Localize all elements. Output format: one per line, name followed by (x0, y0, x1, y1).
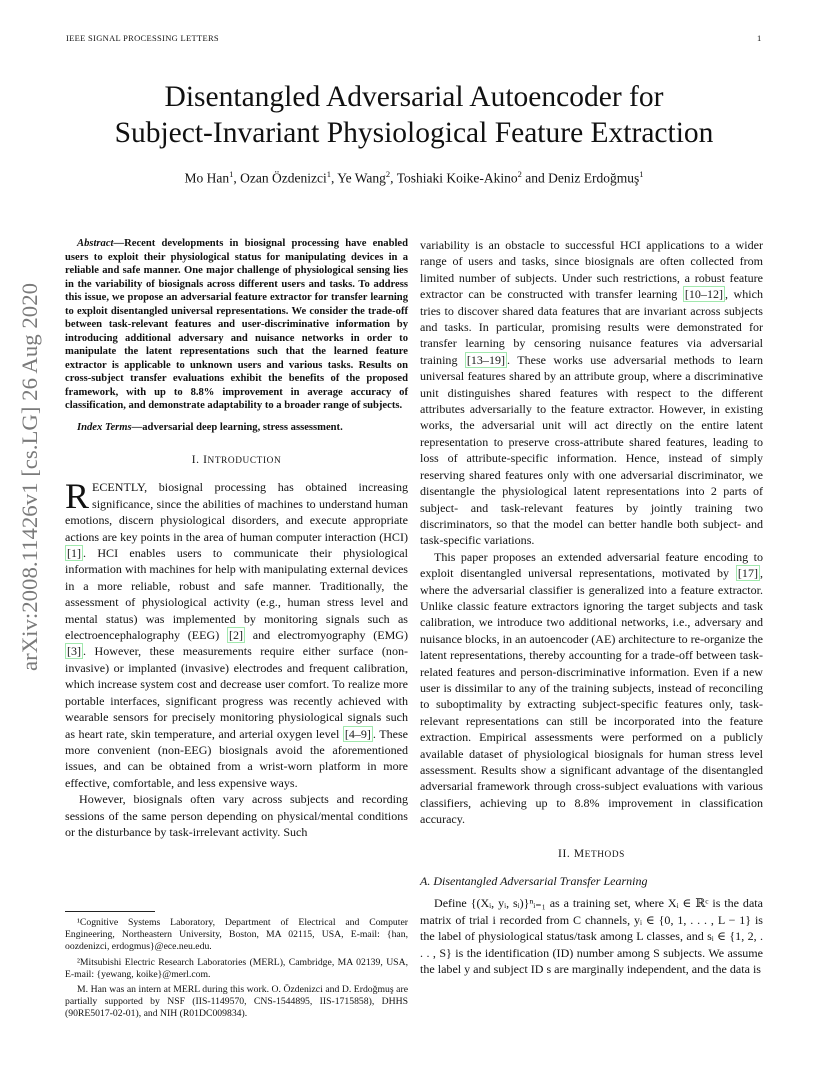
right-column (420, 237, 763, 977)
intro-paragraph-1 (65, 476, 409, 791)
section-title-rest: ETHODS (584, 849, 625, 860)
citation-link[interactable]: [4–9] (344, 726, 371, 741)
title-line-1: Disentangled Adversarial Autoencoder for (164, 81, 664, 113)
author-name: Ye Wang (337, 170, 386, 186)
footnote: M. Han was an intern at MERL during this work. O. Özdenizci and D. Erdoğmuş are partially supported by NSF (IIS-1149570, CNS-1544895, IIS-1715858), DHHS (90RE5017-02-01), and NIH (R01DC009834). (65, 984, 408, 1020)
author-list (0, 169, 828, 187)
left-column (65, 237, 408, 840)
author-name: Mo Han (184, 170, 230, 186)
arxiv-stamp[interactable] (17, 283, 42, 671)
footnotes (65, 911, 408, 1024)
index-terms-text: —adversarial deep learning, stress assessment. (131, 421, 343, 433)
paragraph-text: . These more convenient (non-EEG) biosignals avoid the aforementioned issues, and can be obtained from a wrist-worn platform in more effective, comfortable, and less expensive ways. (65, 726, 408, 790)
citation-link[interactable]: [2] (228, 628, 243, 643)
running-header: IEEE SIGNAL PROCESSING LETTERS (66, 33, 219, 43)
author-separator: , (233, 170, 241, 186)
citation-link[interactable]: [13–19] (466, 352, 506, 367)
index-terms (65, 421, 408, 435)
citation-link[interactable]: [1] (67, 546, 82, 561)
footnote: ²Mitsubishi Electric Research Laboratories (MERL), Cambridge, MA 02139, USA, E-mail: {yewang, koike}@merl.com. (65, 956, 408, 980)
section-initial: I (203, 454, 208, 466)
author-separator: , (330, 170, 338, 186)
author-affiliation: 1 (326, 169, 331, 179)
right-paragraph-1 (420, 237, 763, 549)
abstract-text: —Recent developments in biosignal processing have enabled users to exploit their physiological status for manipulating devices in a reliable and safe manner. One major challenge of physiological sensing lies in the variability of biosignals across different users and tasks. To address this issue, we propose an adversarial feature extractor for transfer learning to exploit disentangled universal representations. We consider the trade-off between task-relevant features and user-discriminative information by introducing additional adversary and nuisance networks in order to manipulate the latent representations such that the learned feature extractor is applicable to unknown users and various tasks. Results on cross-subject transfer evaluations exhibit the benefits of the proposed framework, with up to 8.8% improvement in average accuracy of classification, and demonstrate adaptability to a broader range of subjects. (65, 238, 408, 411)
paragraph-text: and electromyography (EMG) (245, 628, 409, 643)
paragraph-text: This paper proposes an extended adversarial feature encoding to exploit disentangled universal representations, motivated by (420, 549, 763, 581)
paragraph-text: variability is an obstacle to successful HCI applications to a wider range of users and tasks, since biosignals are often collected from limited number of subjects. Under such restrictions, a robust feature extractor can be constructed with transfer learning (420, 238, 763, 302)
intro-paragraph-2: However, biosignals often vary across subjects and recording sessions of the same person depending on physical/mental conditions or the disturbance by task-irrelevant activity. Such (65, 792, 408, 839)
author-name: Ozan Özdenizci (240, 170, 327, 186)
author-separator: and (521, 170, 549, 186)
paragraph-text: ECENTLY, biosignal processing has obtained increasing significance, since the abilities of machines to understand human emotions, discern physiological disorders, and execute appropriate actions are key points in the area of human computer interaction (HCI) (65, 480, 408, 544)
index-terms-label: Index Terms (77, 421, 132, 433)
paper-title (0, 79, 828, 151)
right-paragraph-2 (420, 549, 763, 828)
author-name: Toshiaki Koike-Akino (396, 170, 518, 186)
section-numeral: I. (191, 454, 204, 466)
abstract (65, 237, 408, 413)
arxiv-stamp-text: arXiv:2008.11426v1 [cs.LG] 26 Aug 2020 (17, 288, 42, 671)
methods-paragraph-1: Define {(Xᵢ, yᵢ, sᵢ)}ⁿᵢ₌₁ as a training set, where Xᵢ ∈ ℝᶜ is the data matrix of trial i recorded from C channels, yᵢ ∈ {0, 1, . . . , L − 1} is the label of physiological status/task among L classes, and sᵢ ∈ {1, 2, . . . , S} is the identification (ID) number among S subjects. We assume the label y and subject ID s are marginally independent, and the data is (420, 896, 763, 977)
citation-link[interactable]: [3] (67, 644, 82, 659)
paragraph-text: . However, these measurements require either surface (non-invasive) or implanted (invasive) electrodes and frequent calibration, which increase system cost and decrease user comfort. To realize more portable interfaces, significant progress was recently achieved with wearable sensors for precisely monitoring physiological signals such as heart rate, skin temperature, and arterial oxygen level (65, 644, 408, 741)
author-separator: , (390, 170, 397, 186)
author-affiliation: 2 (385, 169, 391, 179)
paragraph-text: , where the adversarial classifier is generalized into a feature extractor. Unlike classic feature extractors ignoring the target subjects and task calibration, we introduce two additional networks, i.e., adversary and nuisance blocks, in an autoencoder (AE) architecture to re-organize the latent representations, thereby accounting for a trade-off between task-related features and person-discriminative information. Even if a new user is dissimilar to any of the training subjects, instead of reconciling to suboptimality by extracting subject-specific features only, task-relevant representations can still be incorporated into the feature extraction. Empirical assessments were performed on a publicly available dataset of physiological biosignals for human stress level assessment. Results show a significant advantage of the disentangled adversarial framework through cross-subject evaluations with various classifiers, achieving up to 8.8% improvement in classification accuracy. (420, 566, 763, 827)
citation-link[interactable]: [10–12] (684, 287, 723, 302)
section-heading-introduction (65, 452, 408, 469)
subsection-heading: A. Disentangled Adversarial Transfer Learning (420, 874, 648, 889)
page-number: 1 (757, 33, 762, 43)
citation-link[interactable]: [17] (737, 566, 758, 581)
footnote: ¹Cognitive Systems Laboratory, Department of Electrical and Computer Engineering, Northeastern University, Boston, MA 02115, USA, E-mail: {han, oozdenizci, erdogmus}@ece.neu.edu. (65, 917, 408, 953)
paragraph-text: , which tries to discover shared data features that are invariant across subjects and tasks. In particular, promising results were demonstrated for transfer learning by censoring nuisance features via adversarial training (420, 287, 763, 367)
paragraph-text: . These works use adversarial methods to learn universal features shared by an attribute group, where a discriminative unit distinguishes shared features with respect to the different attributes adversarially to the feature extractor. However, in existing works, the adversarial unit will act directly on the entire latent representation to preserve cross-attribute shared features, leading to loss of attribute-specific information. Hence, instead of simply reserving shared features only with one adversarial discriminator, we disentangle the physiological latent representations into 2 parts of subject- and task-relevant features by jointly training two discriminators, so that the model can better handle both subject- and task-specific variations. (420, 352, 763, 548)
paragraph-text: . HCI enables users to communicate their physiological information with machines for help with manipulating external devices in a more reliable, robust and safe manner. Traditionally, the assessment of physiological activity (e.g., human stress level and mental status) was implemented by monitoring signals such as electroencephalography (EEG) (65, 546, 408, 643)
drop-cap: R (65, 476, 90, 517)
section-heading-methods (420, 846, 763, 863)
author-affiliation: 2 (517, 169, 522, 179)
title-line-2: Subject-Invariant Physiological Feature Extraction (114, 117, 714, 149)
author-affiliation: 1 (229, 169, 234, 179)
footnote-rule (65, 911, 155, 912)
abstract-label: Abstract (77, 238, 114, 249)
author-affiliation: 1 (639, 169, 644, 179)
section-title-rest: NTRODUCTION (207, 456, 282, 466)
author-name: Deniz Erdoğmuş (548, 170, 640, 186)
section-numeral: II. (558, 847, 574, 860)
section-initial: M (573, 847, 585, 860)
